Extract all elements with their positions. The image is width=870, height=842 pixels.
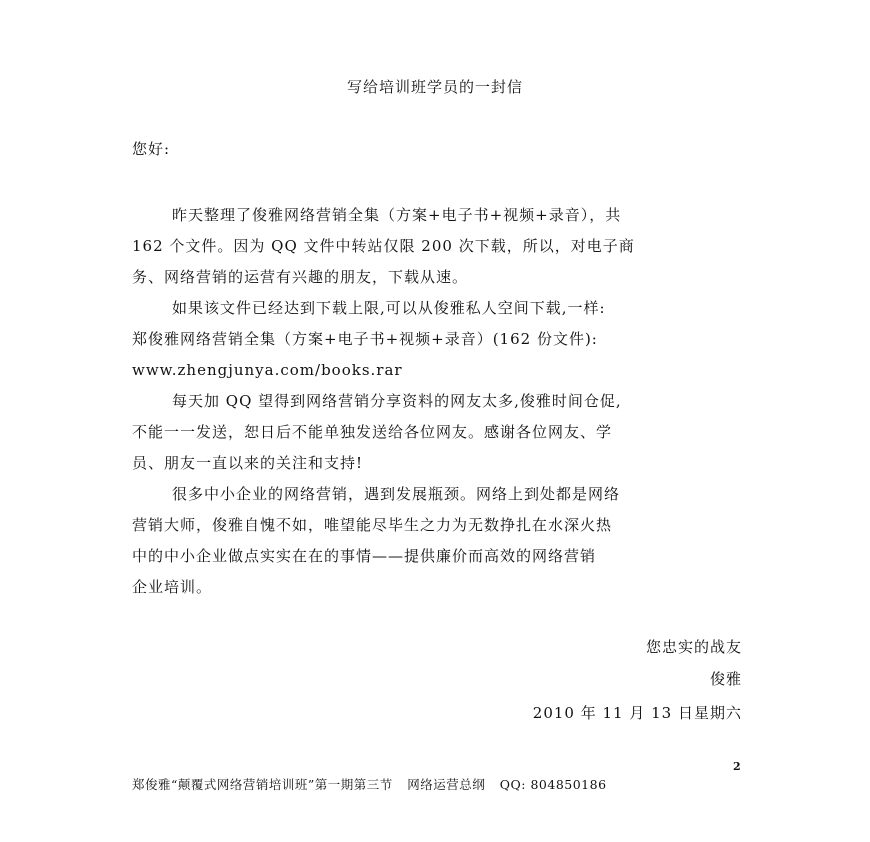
- footer-course: 郑俊雅“颠覆式网络营销培训班”第一期第三节: [132, 777, 393, 792]
- letter-date: 2010 年 11 月 13 日星期六: [532, 704, 742, 722]
- closing-line: 您忠实的战友: [645, 638, 742, 656]
- body-line: 中的中小企业做点实实在在的事情——提供廉价而高效的网络营销: [132, 547, 597, 565]
- body-line: 如果该文件已经达到下载上限,可以从俊雅私人空间下载,一样:: [172, 299, 606, 317]
- letter-body: [132, 200, 742, 603]
- body-line: 企业培训。: [132, 578, 213, 596]
- footer-qq: QQ: 804850186: [499, 777, 607, 792]
- body-line: 不能一一发送，恕日后不能单独发送给各位网友。感谢各位网友、学: [132, 423, 613, 441]
- signature: 俊雅: [709, 670, 742, 688]
- body-line: 很多中小企业的网络营销，遇到发展瓶颈。网络上到处都是网络: [172, 485, 621, 503]
- body-line: 每天加 QQ 望得到网络营销分享资料的网友太多,俊雅时间仓促,: [172, 392, 622, 410]
- letter-title: 写给培训班学员的一封信: [346, 78, 523, 96]
- body-line: 营销大师，俊雅自愧不如，唯望能尽毕生之力为无数挣扎在水深火热: [132, 516, 613, 534]
- body-line: www.zhengjunya.com/books.rar: [132, 361, 403, 379]
- page-footer: [132, 775, 607, 793]
- body-line: 务、网络营销的运营有兴趣的朋友，下载从速。: [132, 268, 469, 286]
- body-line: 郑俊雅网络营销全集（方案+电子书+视频+录音）(162 份文件):: [132, 330, 598, 348]
- body-line: 162 个文件。因为 QQ 文件中转站仅限 200 次下载，所以，对电子商: [132, 237, 635, 255]
- page-number: 2: [733, 760, 741, 773]
- body-line: 昨天整理了俊雅网络营销全集（方案+电子书+视频+录音），共: [172, 206, 622, 224]
- letter-salutation: 您好:: [132, 140, 171, 158]
- footer-section: 网络运营总纲: [407, 777, 486, 792]
- body-line: 员、朋友一直以来的关注和支持!: [132, 454, 364, 472]
